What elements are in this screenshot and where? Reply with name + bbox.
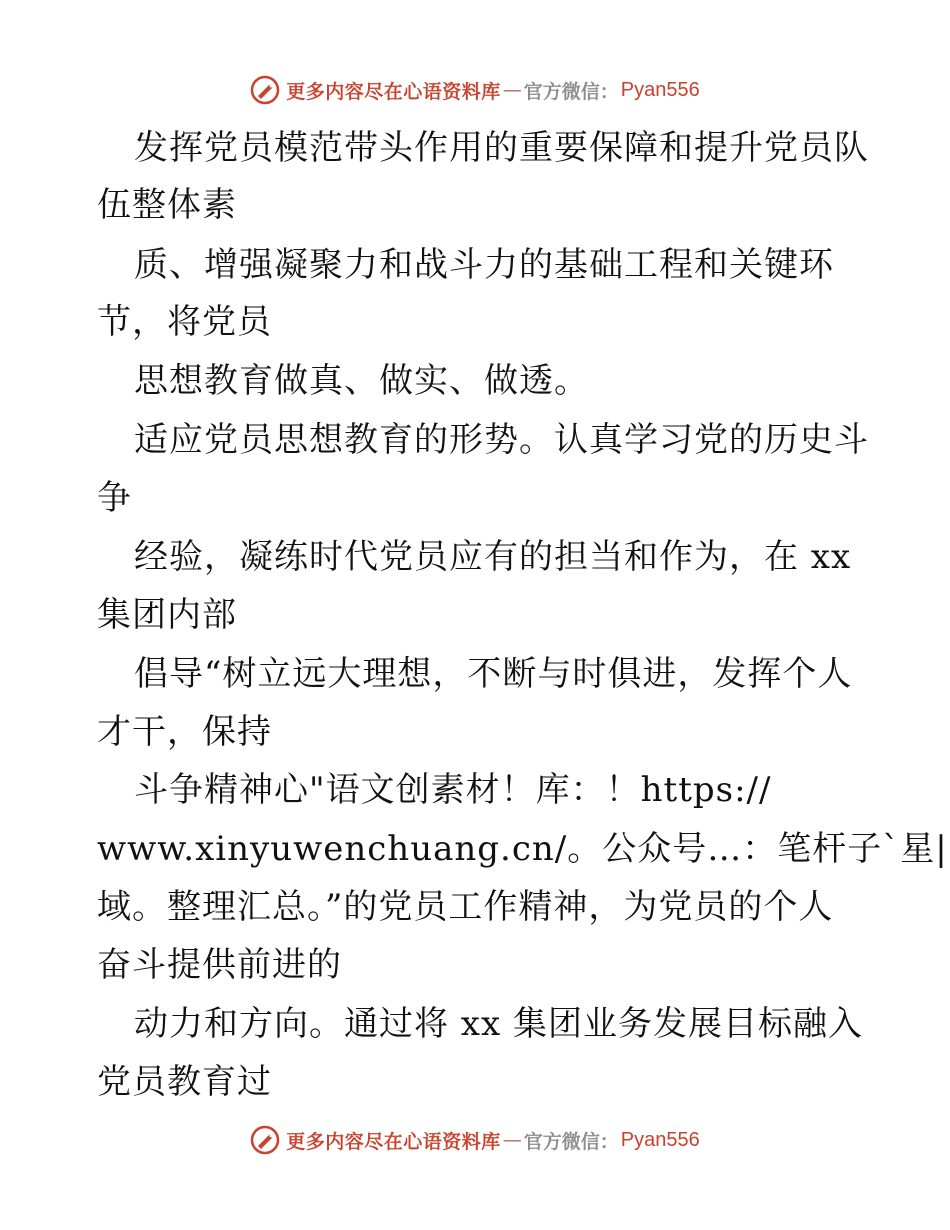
text-line: 奋斗提供前进的 <box>97 945 342 985</box>
banner-wechat-label: 官方微信： <box>523 80 619 103</box>
header-banner <box>0 70 950 110</box>
banner-wechat-id: Pyan556 <box>620 1128 700 1151</box>
banner-main-text: 更多内容尽在心语资料库 <box>286 1130 501 1153</box>
text-line: 质、增强凝聚力和战斗力的基础工程和关键环 <box>134 245 834 285</box>
banner-separator: — <box>502 79 522 101</box>
text-line: 动力和方向。通过将 xx 集团业务发展目标融入 <box>134 1004 863 1044</box>
text-line: 发挥党员模范带头作用的重要保障和提升党员队 <box>134 128 869 168</box>
text-line: 节，将党员 <box>97 302 272 342</box>
library-logo-icon <box>250 1125 280 1155</box>
text-line: 集团内部 <box>97 595 237 635</box>
banner-separator: — <box>502 1129 522 1151</box>
banner-wechat-id: Pyan556 <box>620 78 700 101</box>
text-line: 思想教育做真、做实、做透。 <box>134 361 589 401</box>
footer-banner <box>0 1120 950 1160</box>
text-line: www.xinyuwenchuang.cn/。公众号…：笔杆子`星| <box>97 829 948 869</box>
text-line: 党员教育过 <box>97 1062 272 1102</box>
text-line: 才干，保持 <box>97 712 272 752</box>
text-line: 斗争精神心"语文创素材！库：！https:// <box>134 770 772 810</box>
text-line: 倡导“树立远大理想，不断与时俱进，发挥个人 <box>134 654 853 694</box>
text-line: 争 <box>97 478 132 518</box>
text-line: 适应党员思想教育的形势。认真学习党的历史斗 <box>134 420 869 460</box>
banner-main-text: 更多内容尽在心语资料库 <box>286 80 501 103</box>
banner-wechat-label: 官方微信： <box>523 1130 619 1153</box>
text-line: 伍整体素 <box>97 185 237 225</box>
text-line: 经验，凝练时代党员应有的担当和作为，在 xx <box>134 537 852 577</box>
library-logo-icon <box>250 75 280 105</box>
text-line: 域。整理汇总。”的党员工作精神，为党员的个人 <box>97 887 834 927</box>
